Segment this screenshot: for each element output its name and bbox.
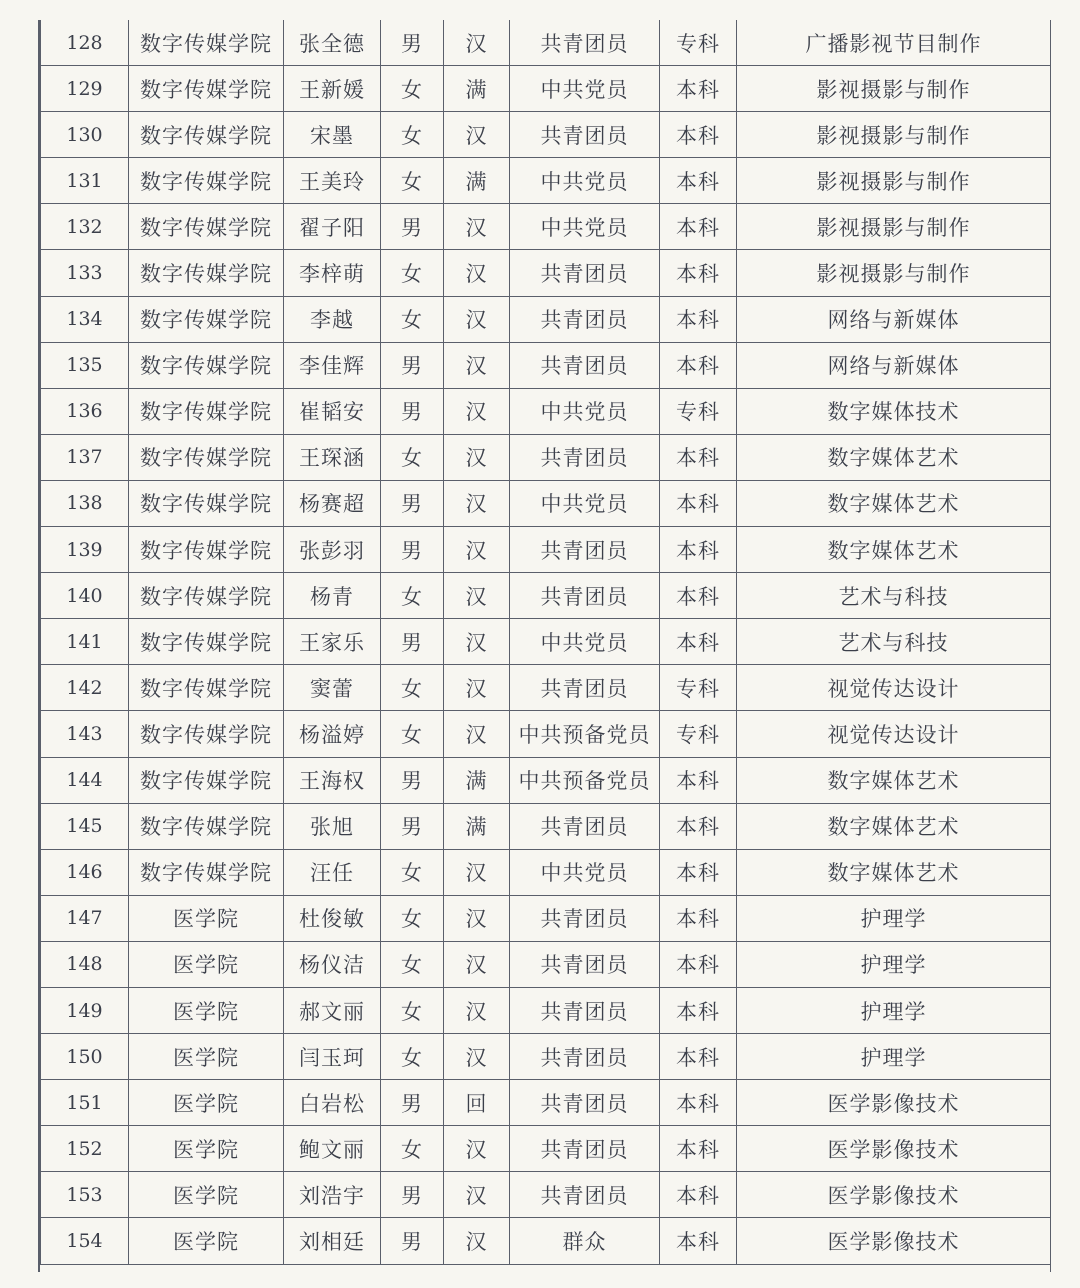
row-number: 131 [41, 158, 129, 204]
major-cell: 护理学 [737, 895, 1051, 941]
degree-level: 本科 [660, 342, 737, 388]
degree-level: 本科 [660, 1080, 737, 1126]
political-status: 共青团员 [510, 573, 660, 619]
major-cell: 视觉传达设计 [737, 711, 1051, 757]
major-cell: 影视摄影与制作 [737, 250, 1051, 296]
row-number: 145 [41, 803, 129, 849]
student-name: 王琛涵 [284, 434, 381, 480]
political-status: 共青团员 [510, 1080, 660, 1126]
student-name: 张彭羽 [284, 527, 381, 573]
gender-cell: 男 [381, 803, 444, 849]
student-name: 李梓萌 [284, 250, 381, 296]
major-cell: 艺术与科技 [737, 619, 1051, 665]
college-cell: 数字传媒学院 [129, 757, 284, 803]
student-name: 刘浩宇 [284, 1172, 381, 1218]
college-cell: 医学院 [129, 1034, 284, 1080]
ethnicity-cell: 汉 [444, 20, 510, 66]
political-status: 中共党员 [510, 204, 660, 250]
major-cell: 医学影像技术 [737, 1172, 1051, 1218]
degree-level: 本科 [660, 987, 737, 1033]
major-cell: 影视摄影与制作 [737, 112, 1051, 158]
ethnicity-cell: 汉 [444, 573, 510, 619]
student-name: 王家乐 [284, 619, 381, 665]
degree-level: 本科 [660, 895, 737, 941]
table-row [41, 204, 1051, 250]
student-name: 王新媛 [284, 66, 381, 112]
row-number: 136 [41, 388, 129, 434]
student-name: 郝文丽 [284, 987, 381, 1033]
row-number: 146 [41, 849, 129, 895]
table-row [41, 434, 1051, 480]
gender-cell: 男 [381, 388, 444, 434]
row-number: 151 [41, 1080, 129, 1126]
political-status: 共青团员 [510, 527, 660, 573]
major-cell: 视觉传达设计 [737, 665, 1051, 711]
college-cell: 数字传媒学院 [129, 527, 284, 573]
table-row [41, 1172, 1051, 1218]
student-name: 李越 [284, 296, 381, 342]
gender-cell: 女 [381, 1126, 444, 1172]
political-status: 共青团员 [510, 895, 660, 941]
major-cell: 医学影像技术 [737, 1126, 1051, 1172]
gender-cell: 男 [381, 1080, 444, 1126]
ethnicity-cell: 汉 [444, 204, 510, 250]
table-row [41, 480, 1051, 526]
major-cell: 广播影视节目制作 [737, 20, 1051, 66]
college-cell: 医学院 [129, 1172, 284, 1218]
ethnicity-cell: 汉 [444, 665, 510, 711]
ethnicity-cell: 汉 [444, 388, 510, 434]
row-number: 144 [41, 757, 129, 803]
ethnicity-cell: 汉 [444, 987, 510, 1033]
row-number: 134 [41, 296, 129, 342]
degree-level: 本科 [660, 158, 737, 204]
degree-level: 专科 [660, 665, 737, 711]
major-cell: 影视摄影与制作 [737, 158, 1051, 204]
ethnicity-cell: 汉 [444, 1218, 510, 1264]
degree-level: 专科 [660, 20, 737, 66]
gender-cell: 男 [381, 342, 444, 388]
major-cell: 护理学 [737, 941, 1051, 987]
college-cell: 数字传媒学院 [129, 573, 284, 619]
student-name: 王美玲 [284, 158, 381, 204]
row-number: 129 [41, 66, 129, 112]
political-status: 共青团员 [510, 665, 660, 711]
college-cell: 数字传媒学院 [129, 158, 284, 204]
college-cell: 数字传媒学院 [129, 66, 284, 112]
gender-cell: 女 [381, 573, 444, 619]
ethnicity-cell: 汉 [444, 112, 510, 158]
political-status: 共青团员 [510, 1034, 660, 1080]
ethnicity-cell: 汉 [444, 619, 510, 665]
college-cell: 数字传媒学院 [129, 434, 284, 480]
table-row [41, 665, 1051, 711]
gender-cell: 男 [381, 619, 444, 665]
political-status: 共青团员 [510, 342, 660, 388]
student-name: 张全德 [284, 20, 381, 66]
degree-level: 本科 [660, 1172, 737, 1218]
major-cell: 影视摄影与制作 [737, 66, 1051, 112]
major-cell: 医学影像技术 [737, 1080, 1051, 1126]
degree-level: 本科 [660, 527, 737, 573]
ethnicity-cell: 汉 [444, 711, 510, 757]
table-row [41, 296, 1051, 342]
ethnicity-cell: 汉 [444, 342, 510, 388]
gender-cell: 女 [381, 941, 444, 987]
table-row [41, 1126, 1051, 1172]
major-cell: 数字媒体艺术 [737, 803, 1051, 849]
ethnicity-cell: 汉 [444, 296, 510, 342]
gender-cell: 男 [381, 1218, 444, 1264]
ethnicity-cell: 汉 [444, 1172, 510, 1218]
student-name: 杨青 [284, 573, 381, 619]
student-name: 杨仪洁 [284, 941, 381, 987]
row-number: 147 [41, 895, 129, 941]
gender-cell: 女 [381, 66, 444, 112]
student-name: 白岩松 [284, 1080, 381, 1126]
college-cell: 数字传媒学院 [129, 342, 284, 388]
degree-level: 本科 [660, 112, 737, 158]
political-status: 共青团员 [510, 296, 660, 342]
student-name: 刘相廷 [284, 1218, 381, 1264]
ethnicity-cell: 汉 [444, 250, 510, 296]
table-row [41, 158, 1051, 204]
ethnicity-cell: 汉 [444, 434, 510, 480]
degree-level: 专科 [660, 711, 737, 757]
major-cell: 数字媒体艺术 [737, 527, 1051, 573]
table-row [41, 1080, 1051, 1126]
political-status: 中共党员 [510, 158, 660, 204]
gender-cell: 男 [381, 527, 444, 573]
table-row [41, 20, 1051, 66]
table-row [41, 849, 1051, 895]
college-cell: 数字传媒学院 [129, 20, 284, 66]
degree-level: 专科 [660, 388, 737, 434]
table-row [41, 803, 1051, 849]
degree-level: 本科 [660, 250, 737, 296]
degree-level: 本科 [660, 204, 737, 250]
ethnicity-cell: 回 [444, 1080, 510, 1126]
gender-cell: 女 [381, 1034, 444, 1080]
student-name: 杨赛超 [284, 480, 381, 526]
table-row [41, 757, 1051, 803]
political-status: 共青团员 [510, 803, 660, 849]
college-cell: 医学院 [129, 941, 284, 987]
degree-level: 本科 [660, 803, 737, 849]
student-name: 杜俊敏 [284, 895, 381, 941]
row-number: 152 [41, 1126, 129, 1172]
political-status: 中共党员 [510, 619, 660, 665]
table-row [41, 711, 1051, 757]
degree-level: 本科 [660, 296, 737, 342]
gender-cell: 女 [381, 158, 444, 204]
gender-cell: 男 [381, 204, 444, 250]
gender-cell: 男 [381, 20, 444, 66]
gender-cell: 女 [381, 895, 444, 941]
major-cell: 影视摄影与制作 [737, 204, 1051, 250]
table-row [41, 895, 1051, 941]
table-row [41, 342, 1051, 388]
college-cell: 数字传媒学院 [129, 204, 284, 250]
gender-cell: 女 [381, 849, 444, 895]
degree-level: 本科 [660, 849, 737, 895]
row-number: 138 [41, 480, 129, 526]
major-cell: 数字媒体艺术 [737, 480, 1051, 526]
student-name: 崔韬安 [284, 388, 381, 434]
table-row [41, 388, 1051, 434]
gender-cell: 女 [381, 434, 444, 480]
political-status: 共青团员 [510, 250, 660, 296]
gender-cell: 女 [381, 296, 444, 342]
degree-level: 本科 [660, 1126, 737, 1172]
gender-cell: 女 [381, 112, 444, 158]
table-row [41, 66, 1051, 112]
ethnicity-cell: 满 [444, 158, 510, 204]
table-row [41, 1034, 1051, 1080]
table-row [41, 250, 1051, 296]
major-cell: 医学影像技术 [737, 1218, 1051, 1264]
ethnicity-cell: 汉 [444, 527, 510, 573]
ethnicity-cell: 汉 [444, 480, 510, 526]
table-row [41, 527, 1051, 573]
major-cell: 网络与新媒体 [737, 296, 1051, 342]
degree-level: 本科 [660, 941, 737, 987]
gender-cell: 男 [381, 480, 444, 526]
table-row [41, 619, 1051, 665]
row-number: 149 [41, 987, 129, 1033]
row-number: 135 [41, 342, 129, 388]
ethnicity-cell: 汉 [444, 1126, 510, 1172]
row-number: 139 [41, 527, 129, 573]
ethnicity-cell: 满 [444, 803, 510, 849]
political-status: 共青团员 [510, 1172, 660, 1218]
ethnicity-cell: 汉 [444, 941, 510, 987]
college-cell: 数字传媒学院 [129, 388, 284, 434]
major-cell: 网络与新媒体 [737, 342, 1051, 388]
college-cell: 数字传媒学院 [129, 250, 284, 296]
student-name: 杨溢婷 [284, 711, 381, 757]
roster-body [41, 20, 1051, 1264]
major-cell: 艺术与科技 [737, 573, 1051, 619]
college-cell: 医学院 [129, 895, 284, 941]
political-status: 中共党员 [510, 480, 660, 526]
student-roster-table [40, 20, 1051, 1265]
student-name: 鲍文丽 [284, 1126, 381, 1172]
degree-level: 本科 [660, 434, 737, 480]
row-number: 140 [41, 573, 129, 619]
table-row [41, 1218, 1051, 1264]
gender-cell: 女 [381, 987, 444, 1033]
political-status: 共青团员 [510, 20, 660, 66]
degree-level: 本科 [660, 66, 737, 112]
gender-cell: 男 [381, 757, 444, 803]
college-cell: 医学院 [129, 1080, 284, 1126]
major-cell: 数字媒体艺术 [737, 434, 1051, 480]
row-number: 143 [41, 711, 129, 757]
gender-cell: 女 [381, 711, 444, 757]
student-name: 张旭 [284, 803, 381, 849]
political-status: 中共党员 [510, 849, 660, 895]
row-number: 141 [41, 619, 129, 665]
ethnicity-cell: 汉 [444, 1034, 510, 1080]
ethnicity-cell: 汉 [444, 895, 510, 941]
major-cell: 数字媒体艺术 [737, 849, 1051, 895]
political-status: 共青团员 [510, 1126, 660, 1172]
political-status: 共青团员 [510, 112, 660, 158]
student-name: 翟子阳 [284, 204, 381, 250]
table-row [41, 573, 1051, 619]
college-cell: 数字传媒学院 [129, 619, 284, 665]
political-status: 中共党员 [510, 388, 660, 434]
degree-level: 本科 [660, 1034, 737, 1080]
gender-cell: 女 [381, 665, 444, 711]
major-cell: 数字媒体艺术 [737, 757, 1051, 803]
college-cell: 医学院 [129, 1218, 284, 1264]
college-cell: 数字传媒学院 [129, 112, 284, 158]
table-row [41, 941, 1051, 987]
ethnicity-cell: 满 [444, 66, 510, 112]
row-number: 148 [41, 941, 129, 987]
gender-cell: 女 [381, 250, 444, 296]
gender-cell: 男 [381, 1172, 444, 1218]
row-number: 154 [41, 1218, 129, 1264]
college-cell: 医学院 [129, 987, 284, 1033]
degree-level: 本科 [660, 480, 737, 526]
political-status: 中共党员 [510, 66, 660, 112]
college-cell: 数字传媒学院 [129, 849, 284, 895]
student-name: 王海权 [284, 757, 381, 803]
political-status: 群众 [510, 1218, 660, 1264]
major-cell: 护理学 [737, 1034, 1051, 1080]
ethnicity-cell: 汉 [444, 849, 510, 895]
college-cell: 医学院 [129, 1126, 284, 1172]
degree-level: 本科 [660, 757, 737, 803]
political-status: 中共预备党员 [510, 757, 660, 803]
row-number: 130 [41, 112, 129, 158]
college-cell: 数字传媒学院 [129, 480, 284, 526]
row-number: 153 [41, 1172, 129, 1218]
major-cell: 数字媒体技术 [737, 388, 1051, 434]
table-row [41, 112, 1051, 158]
college-cell: 数字传媒学院 [129, 803, 284, 849]
college-cell: 数字传媒学院 [129, 711, 284, 757]
student-name: 汪任 [284, 849, 381, 895]
political-status: 中共预备党员 [510, 711, 660, 757]
political-status: 共青团员 [510, 987, 660, 1033]
student-name: 窦蕾 [284, 665, 381, 711]
row-number: 128 [41, 20, 129, 66]
row-number: 132 [41, 204, 129, 250]
student-roster-sheet [38, 20, 1051, 1272]
row-number: 142 [41, 665, 129, 711]
row-number: 133 [41, 250, 129, 296]
political-status: 共青团员 [510, 941, 660, 987]
student-name: 闫玉珂 [284, 1034, 381, 1080]
degree-level: 本科 [660, 573, 737, 619]
major-cell: 护理学 [737, 987, 1051, 1033]
student-name: 宋墨 [284, 112, 381, 158]
political-status: 共青团员 [510, 434, 660, 480]
ethnicity-cell: 满 [444, 757, 510, 803]
table-row [41, 987, 1051, 1033]
row-number: 137 [41, 434, 129, 480]
student-name: 李佳辉 [284, 342, 381, 388]
college-cell: 数字传媒学院 [129, 296, 284, 342]
row-number: 150 [41, 1034, 129, 1080]
college-cell: 数字传媒学院 [129, 665, 284, 711]
degree-level: 本科 [660, 619, 737, 665]
degree-level: 本科 [660, 1218, 737, 1264]
